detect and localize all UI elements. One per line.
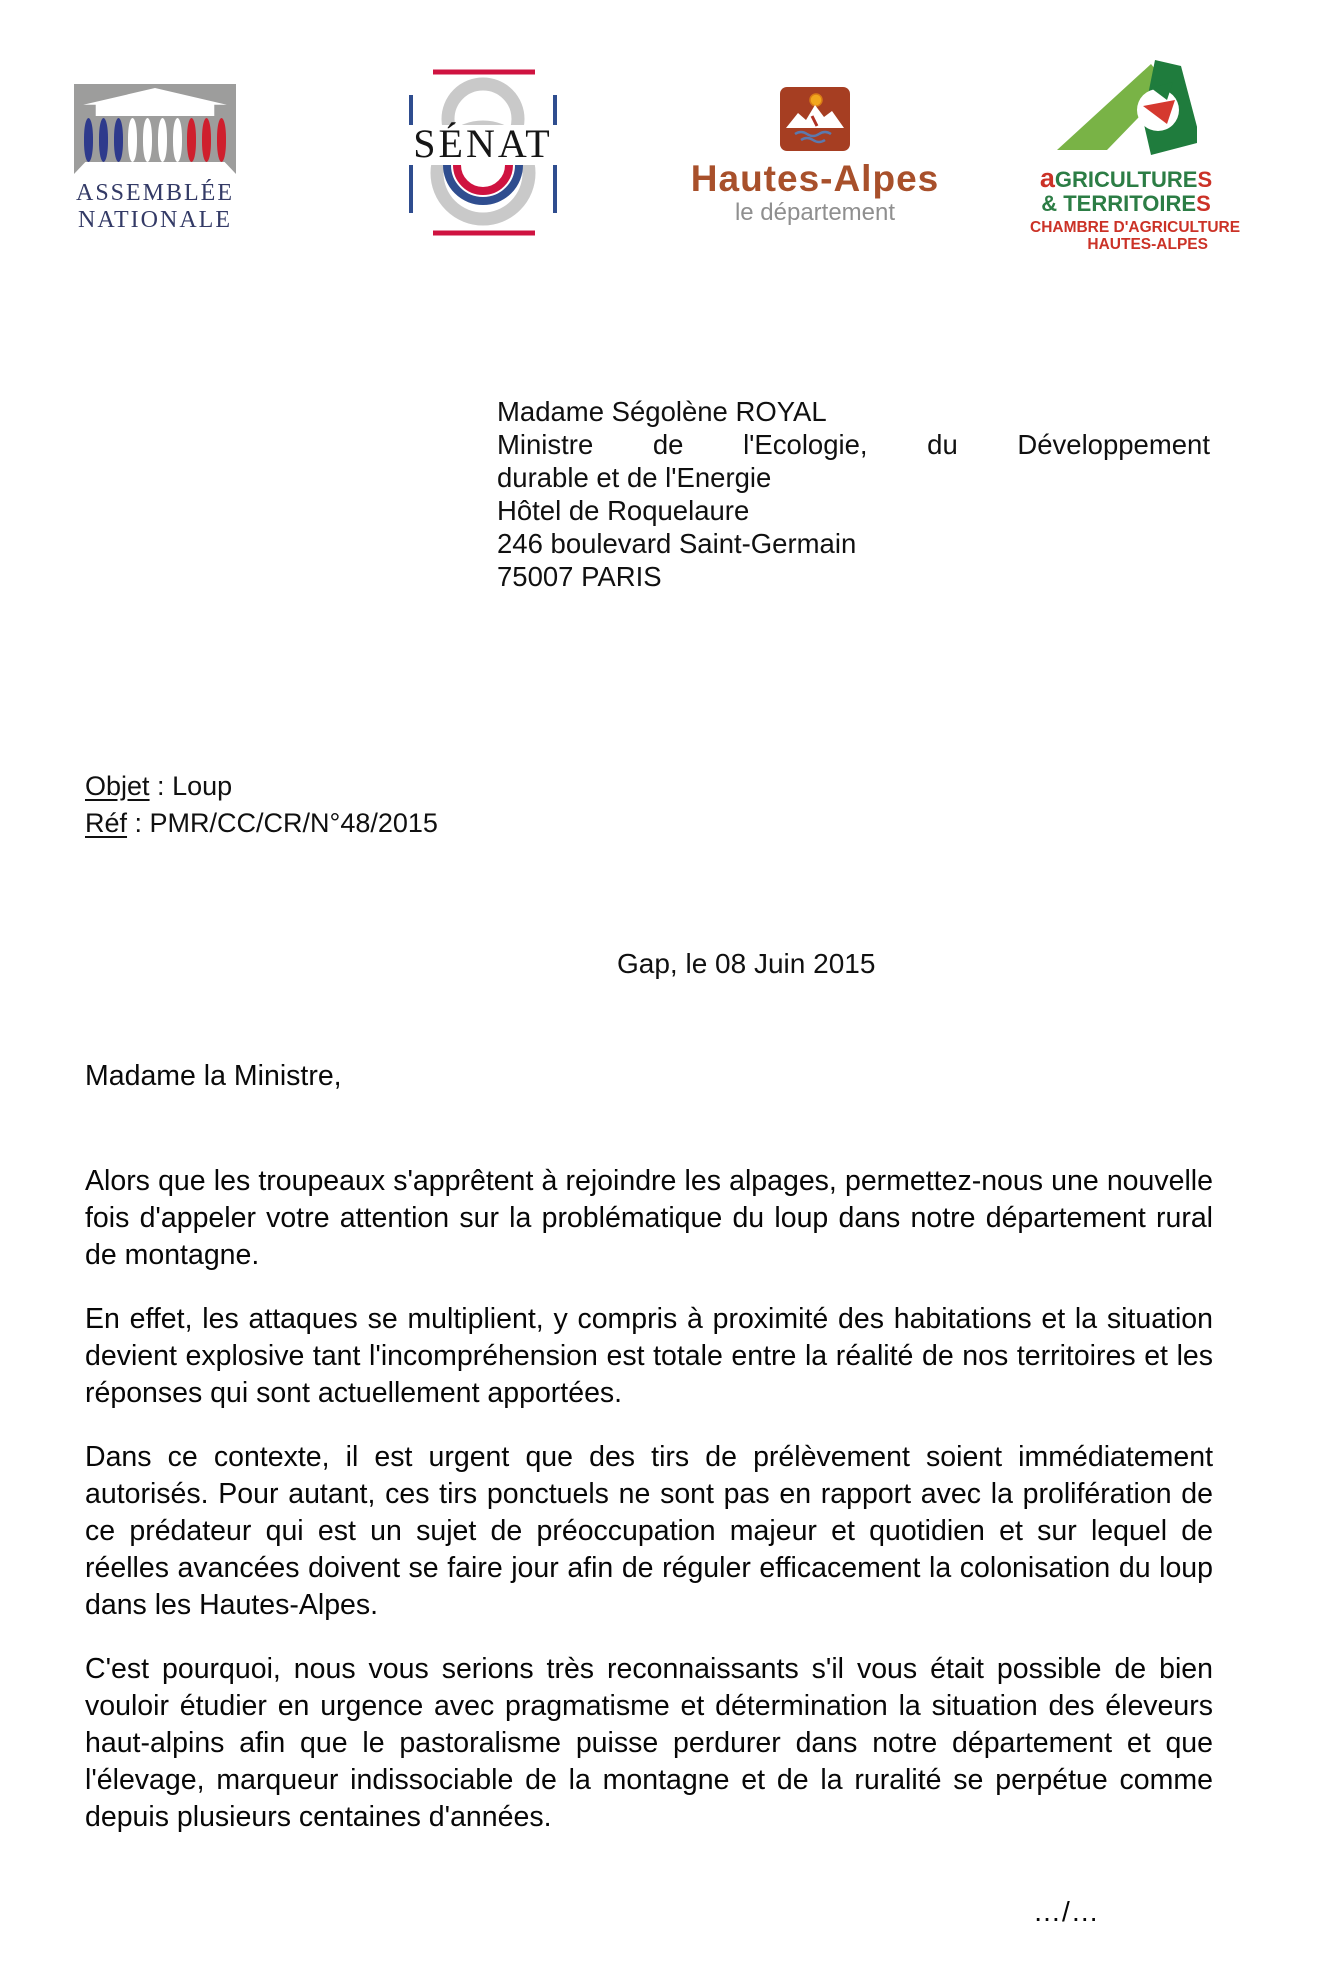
temple-base-icon [74,162,236,174]
recipient-block [497,395,1210,593]
columns-icon [84,118,226,162]
continuation-mark: …/… [1033,1896,1100,1927]
objet-value: Loup [172,771,233,801]
agri-wordmark-line1: aGRICULTURES [1039,163,1213,193]
ref-label: Réf [85,808,128,838]
date-line: Gap, le 08 Juin 2015 [617,948,876,979]
paragraph: C'est pourquoi, nous vous serions très reconnaissants s'il vous était possible de bien vouloir étudier en urgence avec pragmatisme et détermination la situation des éleveurs haut-alpins afin que le pastoralisme puisse perdurer dans notre département et que l'élevage, marqueur indissociable de la montagne et de la ruralité se perpétue comme depuis plusieurs centaines d'années. [85,1653,1213,1833]
paragraph: Alors que les troupeaux s'apprêtent à rejoindre les alpages, permettez-nous une nouvelle fois d'appeler votre attention sur la problématique du loup dans notre département rural de montagne. [85,1165,1213,1271]
hautes-alpes-wordmark: Hautes-Alpes [690,158,940,199]
hautes-alpes-emblem-icon [779,86,851,152]
objet-label: Objet [85,771,150,801]
recipient-line: 246 boulevard Saint-Germain [497,528,857,559]
objet-line: Objet : Loup [85,771,233,801]
recipient-line: Ministre de l'Ecologie, du Développement [497,429,1210,460]
recipient-line: Hôtel de Roquelaure [497,495,750,526]
assemblee-wordmark-line2: NATIONALE [78,207,232,233]
hautes-alpes-subtitle: le département [734,199,896,226]
agri-departement-line: HAUTES-ALPES [1087,236,1208,253]
salutation: Madame la Ministre, [85,1060,342,1092]
assemblee-nationale-emblem-icon [74,84,236,174]
logo-chambre-agriculture [1030,58,1241,253]
agri-chambre-line: CHAMBRE D'AGRICULTURE [1030,219,1241,236]
paragraph: Dans ce contexte, il est urgent que des tirs de prélèvement soient immédiatement autorisés. Pour autant, ces tirs ponctuels ne sont pas en rapport avec la prolifération de ce prédateur qui est un sujet de préoccupation majeur et quotidien et sur lequel de réelles avancées doivent se faire jour afin de réguler efficacement la colonisation du loup dans les Hautes-Alpes. [85,1441,1213,1621]
pediment-icon [77,88,233,116]
ref-line: Réf : PMR/CC/CR/N°48/2015 [85,808,438,838]
logo-senat [403,55,563,245]
paragraph: En effet, les attaques se multiplient, y compris à proximité des habitations et la situation devient explosive tant l'incompréhension est totale entre la réalité de nos territoires et les réponses qui sont actuellement apportées. [85,1303,1213,1409]
reference-block [85,768,438,842]
recipient-line: Madame Ségolène ROYAL [497,396,827,427]
recipient-line: durable et de l'Energie [497,462,772,493]
assemblee-wordmark-line1: ASSEMBLÉE [75,180,234,206]
senat-emblem-icon [403,55,563,245]
sun-icon [810,94,822,106]
ref-value: PMR/CC/CR/N°48/2015 [149,808,438,838]
logo-hautes-alpes [685,86,945,226]
agri-wordmark-line2: & TERRITOIRES [1041,191,1211,216]
letter-body [85,1163,1213,1863]
recipient-line: 75007 PARIS [497,561,662,592]
logo-assemblee-nationale [70,84,240,234]
senat-wordmark: SÉNAT [413,121,553,166]
agriculture-emblem-icon [1055,58,1197,158]
